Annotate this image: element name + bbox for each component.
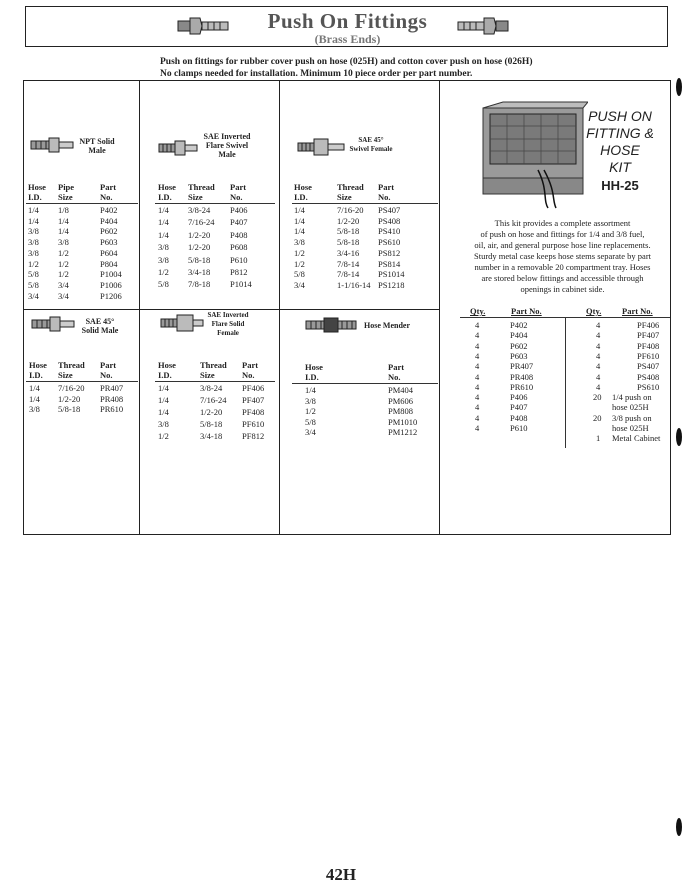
table-cell: 3/4-16	[337, 247, 360, 258]
section-title-sae-inverted-swivel: SAE Inverted Flare Swivel Male	[203, 132, 251, 159]
section-title-npt: NPT Solid Male	[79, 137, 115, 155]
column-header: Size	[200, 370, 215, 380]
table-cell: 3/8	[294, 237, 305, 248]
kit-qty: 20	[593, 392, 602, 403]
kit-qty: 4	[475, 423, 480, 433]
kit-qty: 4	[475, 412, 480, 423]
table-cell: PS410	[378, 226, 401, 237]
kit-part: PR610	[510, 381, 534, 392]
table-cell: P804	[100, 258, 118, 269]
table-cell: 5/8	[158, 279, 169, 290]
kit-part: PS610	[637, 381, 660, 392]
column-header: Thread	[337, 182, 364, 192]
section-title-sae45-swivel-female: SAE 45° Swivel Female	[349, 136, 393, 153]
column-header: Thread	[200, 360, 227, 370]
table-cell: 1/2-20	[188, 229, 211, 240]
kit-part: PF407	[637, 330, 660, 341]
kit-qty: 4	[475, 340, 480, 351]
table-cell: 1/4	[294, 205, 305, 215]
table-cell: 5/8-18	[337, 237, 360, 248]
kit-part: P603	[510, 350, 528, 361]
table-cell: PS407	[378, 205, 401, 215]
column-header: I.D.	[29, 370, 43, 380]
binder-hole	[676, 428, 682, 446]
table-cell: 1/4	[28, 215, 39, 226]
kit-qty: 4	[596, 371, 601, 382]
table-cell: 5/8-18	[200, 418, 223, 429]
table-cell: 1/2	[294, 258, 305, 269]
kit-qty: 4	[596, 320, 601, 330]
column-header: Part	[100, 182, 117, 192]
table-cell: 7/8-14	[337, 269, 360, 280]
table-cell: P603	[100, 237, 118, 248]
table-cell: PS1014	[378, 269, 405, 280]
column-header: I.D.	[294, 192, 308, 202]
table-cell: 5/8-18	[58, 404, 81, 414]
table-cell: 7/8-18	[188, 279, 211, 290]
kit-part: PR407	[510, 361, 534, 372]
page-subtitle: (Brass Ends)	[314, 32, 381, 46]
table-cell: 3/8	[305, 395, 316, 406]
kit-part: PR408	[510, 371, 534, 382]
kit-qty: 1	[596, 433, 601, 444]
column-header: No.	[230, 192, 243, 202]
kit-code: HH-25	[601, 178, 639, 193]
table-cell: P812	[230, 267, 248, 277]
table-cell: P604	[100, 247, 118, 258]
table-cell: 1/4	[158, 406, 169, 417]
page-title: Push On Fittings	[267, 9, 428, 33]
table-cell: 5/8	[305, 416, 316, 427]
table-cell: 1/2	[158, 267, 169, 277]
table-cell: PM606	[388, 395, 414, 406]
kit-part: P407	[510, 402, 528, 413]
kit-qty: 20	[593, 412, 602, 423]
column-header: No.	[388, 372, 401, 382]
column-header: I.D.	[158, 370, 172, 380]
table-cell: PF408	[242, 406, 265, 417]
table-cell: P408	[230, 229, 248, 240]
swivel-female-fitting-icon	[297, 137, 345, 157]
kit-qty: 4	[475, 392, 480, 403]
table-cell: P610	[230, 254, 248, 265]
table-cell: 5/8	[28, 269, 39, 280]
column-header: I.D.	[28, 192, 42, 202]
table-cell: 7/16-20	[337, 205, 364, 215]
table-cell: 5/8-18	[188, 254, 211, 265]
table-cell: 1/2	[158, 430, 169, 441]
table-cell: 3/4	[28, 290, 39, 301]
kit-qty: 4	[475, 330, 480, 341]
fitting-image-right	[454, 11, 510, 41]
table-cell: 1/4	[58, 215, 69, 226]
column-header: Part	[100, 360, 117, 370]
column-header: Hose	[158, 182, 176, 192]
kit-part: P404	[510, 330, 528, 341]
kit-part: P602	[510, 340, 528, 351]
kit-part: Metal Cabinet	[612, 433, 661, 444]
table-cell: 1/4	[305, 385, 316, 395]
header-banner	[25, 6, 668, 47]
table-cell: P407	[230, 217, 248, 228]
column-header: I.D.	[305, 372, 319, 382]
table-cell: 3/8	[158, 242, 169, 253]
table-cell: PS1218	[378, 279, 405, 290]
kit-qty: 4	[475, 402, 480, 413]
table-cell: 3/4	[294, 279, 305, 290]
column-header: I.D.	[158, 192, 172, 202]
table-cell: 1/2	[28, 258, 39, 269]
kit-part: hose 025H	[612, 402, 649, 413]
table-cell: 3/8-24	[200, 383, 223, 393]
kit-qty: 4	[475, 350, 480, 361]
intro-line: No clamps needed for installation. Minimum 10 piece order per part number.	[160, 68, 473, 79]
kit-cabinet-image	[478, 100, 588, 210]
table-cell: 1/4	[158, 217, 169, 228]
table-cell: 1/4	[294, 226, 305, 237]
kit-qty: 4	[475, 320, 480, 330]
column-header: Hose	[28, 182, 46, 192]
header-rule	[155, 381, 275, 382]
table-cell: PS610	[378, 237, 401, 248]
section-title-hose-mender: Hose Mender	[364, 321, 410, 330]
kit-column-header: Qty.	[586, 306, 602, 316]
column-header: No.	[242, 370, 255, 380]
column-header: Part	[230, 182, 247, 192]
table-cell: 3/4	[58, 279, 69, 290]
table-cell: 1/2	[294, 247, 305, 258]
column-header: Hose	[29, 360, 47, 370]
column-header: Thread	[58, 360, 85, 370]
npt-male-fitting-icon	[30, 135, 74, 155]
table-cell: P404	[100, 215, 118, 226]
table-cell: 1/2-20	[337, 215, 360, 226]
table-cell: 3/8	[28, 237, 39, 248]
section-title-sae45-solid-male: SAE 45° Solid Male	[81, 317, 119, 335]
table-cell: PM808	[388, 406, 414, 416]
table-cell: 3/8	[29, 404, 40, 414]
binder-hole	[676, 78, 682, 96]
table-cell: PM1010	[388, 416, 418, 427]
page-number: 42H	[325, 865, 357, 884]
table-cell: 3/4	[305, 427, 316, 437]
solid-female-fitting-icon	[160, 313, 204, 333]
table-cell: PS408	[378, 215, 401, 226]
kit-qty: 4	[596, 350, 601, 361]
table-cell: PM404	[388, 385, 414, 395]
swivel-male-fitting-icon	[158, 138, 198, 158]
table-cell: PF407	[242, 394, 265, 405]
table-cell: 1/4	[58, 226, 69, 237]
table-cell: P602	[100, 226, 118, 237]
table-cell: PR407	[100, 383, 124, 393]
column-header: Hose	[158, 360, 176, 370]
kit-column-header: Part No.	[622, 306, 653, 316]
table-cell: 3/8	[158, 254, 169, 265]
kit-part: 1/4 push on	[612, 392, 652, 403]
header-rule	[155, 203, 275, 204]
kit-part: PF610	[637, 350, 660, 361]
column-header: No.	[100, 192, 113, 202]
table-cell: 1/4	[158, 229, 169, 240]
table-cell: PF610	[242, 418, 265, 429]
table-cell: 1/2	[58, 247, 69, 258]
column-header: Part	[378, 182, 395, 192]
kit-qty: 4	[596, 340, 601, 351]
table-cell: 3/8-24	[188, 205, 211, 215]
intro-line: Push on fittings for rubber cover push on hose (025H) and cotton cover push on hose (026H)	[160, 57, 533, 67]
table-cell: 1/4	[158, 205, 169, 215]
column-header: Size	[337, 192, 352, 202]
column-header: Hose	[294, 182, 312, 192]
kit-part: P402	[510, 320, 528, 330]
table-cell: P1006	[100, 279, 122, 290]
table-cell: PR408	[100, 393, 124, 404]
table-cell: 1/4	[29, 393, 40, 404]
table-cell: 1/2-20	[58, 393, 81, 404]
table-cell: PS812	[378, 247, 401, 258]
header-rule	[292, 383, 438, 384]
kit-part: PS408	[637, 371, 660, 382]
header-rule	[26, 381, 138, 382]
table-cell: 5/8-18	[337, 226, 360, 237]
kit-qty: 4	[475, 371, 480, 382]
header-rule	[26, 203, 138, 204]
column-header: Size	[58, 192, 73, 202]
table-cell: 1/2-20	[188, 242, 211, 253]
table-cell: 1/4	[28, 205, 39, 215]
table-cell: 3/8	[28, 226, 39, 237]
column-header: Size	[58, 370, 73, 380]
table-cell: 1/4	[29, 383, 40, 393]
header-rule	[292, 203, 438, 204]
kit-part: 3/8 push on	[612, 412, 652, 423]
divider	[139, 80, 140, 535]
column-divider	[565, 318, 566, 448]
kit-part: P406	[510, 392, 528, 403]
column-header: Thread	[188, 182, 215, 192]
divider	[439, 80, 440, 535]
kit-qty: 4	[596, 381, 601, 392]
table-cell: P1014	[230, 279, 252, 290]
column-header: No.	[378, 192, 391, 202]
table-cell: PF812	[242, 430, 265, 441]
kit-qty: 4	[475, 381, 480, 392]
table-cell: P402	[100, 205, 118, 215]
table-cell: P1206	[100, 290, 122, 301]
table-cell: 7/16-24	[188, 217, 215, 228]
table-cell: P608	[230, 242, 248, 253]
table-cell: 3/8	[158, 418, 169, 429]
kit-qty: 4	[596, 330, 601, 341]
column-header: Part	[242, 360, 259, 370]
table-cell: 3/4-18	[188, 267, 211, 277]
binder-hole	[676, 818, 682, 836]
kit-qty: 4	[475, 361, 480, 372]
table-cell: 1/4	[294, 215, 305, 226]
column-header: Size	[188, 192, 203, 202]
table-cell: 7/8-14	[337, 258, 360, 269]
table-cell: 1/2	[58, 258, 69, 269]
solid-male-fitting-icon	[31, 314, 75, 334]
kit-part: PF408	[637, 340, 660, 351]
table-cell: 1/4	[158, 383, 169, 393]
table-cell: 1/2	[305, 406, 316, 416]
table-cell: PS814	[378, 258, 401, 269]
table-cell: PM1212	[388, 427, 418, 437]
table-cell: 3/8	[28, 247, 39, 258]
table-cell: P406	[230, 205, 248, 215]
kit-column-header: Part No.	[511, 306, 542, 316]
column-header: Part	[388, 362, 405, 372]
kit-part: P610	[510, 423, 528, 433]
table-cell: 1/8	[58, 205, 69, 215]
kit-column-header: Qty.	[470, 306, 486, 316]
table-cell: 5/8	[28, 279, 39, 290]
table-cell: 7/16-20	[58, 383, 85, 393]
column-header: Hose	[305, 362, 323, 372]
section-title-sae-inverted-solid-female: SAE Inverted Flare Solid Female	[207, 311, 249, 337]
column-header: Pipe	[58, 182, 75, 192]
kit-qty: 4	[596, 361, 601, 372]
table-cell: 5/8	[294, 269, 305, 280]
kit-title: PUSH ON FITTING & HOSE KIT	[586, 108, 654, 175]
intro-text	[160, 57, 580, 80]
table-cell: 1/4	[158, 394, 169, 405]
hose-mender-icon	[305, 317, 357, 333]
table-cell: PR610	[100, 404, 124, 414]
table-cell: 1/2-20	[200, 406, 223, 417]
divider	[279, 80, 280, 535]
table-cell: 3/8	[58, 237, 69, 248]
table-cell: 3/4-18	[200, 430, 223, 441]
kit-part: hose 025H	[612, 423, 649, 433]
table-cell: 1-1/16-14	[337, 279, 371, 290]
column-header: No.	[100, 370, 113, 380]
table-cell: 7/16-24	[200, 394, 227, 405]
table-cell: 3/4	[58, 290, 69, 301]
kit-description: This kit provides a complete assortment of push on hose and fittings for 1/4 and 3/8 fuel, oil, air, and general purpose hose line replacements. Sturdy metal case keeps hose stems separate by part number in a removable 20 compartment tray. Hoses are stored below fittings and accessible through openings in cabinet side.	[473, 218, 652, 294]
kit-part: PF406	[637, 320, 660, 330]
table-cell: P1004	[100, 269, 122, 280]
table-cell: 1/2	[58, 269, 69, 280]
kit-part: PS407	[637, 361, 660, 372]
table-cell: PF406	[242, 383, 265, 393]
kit-part: P408	[510, 412, 528, 423]
